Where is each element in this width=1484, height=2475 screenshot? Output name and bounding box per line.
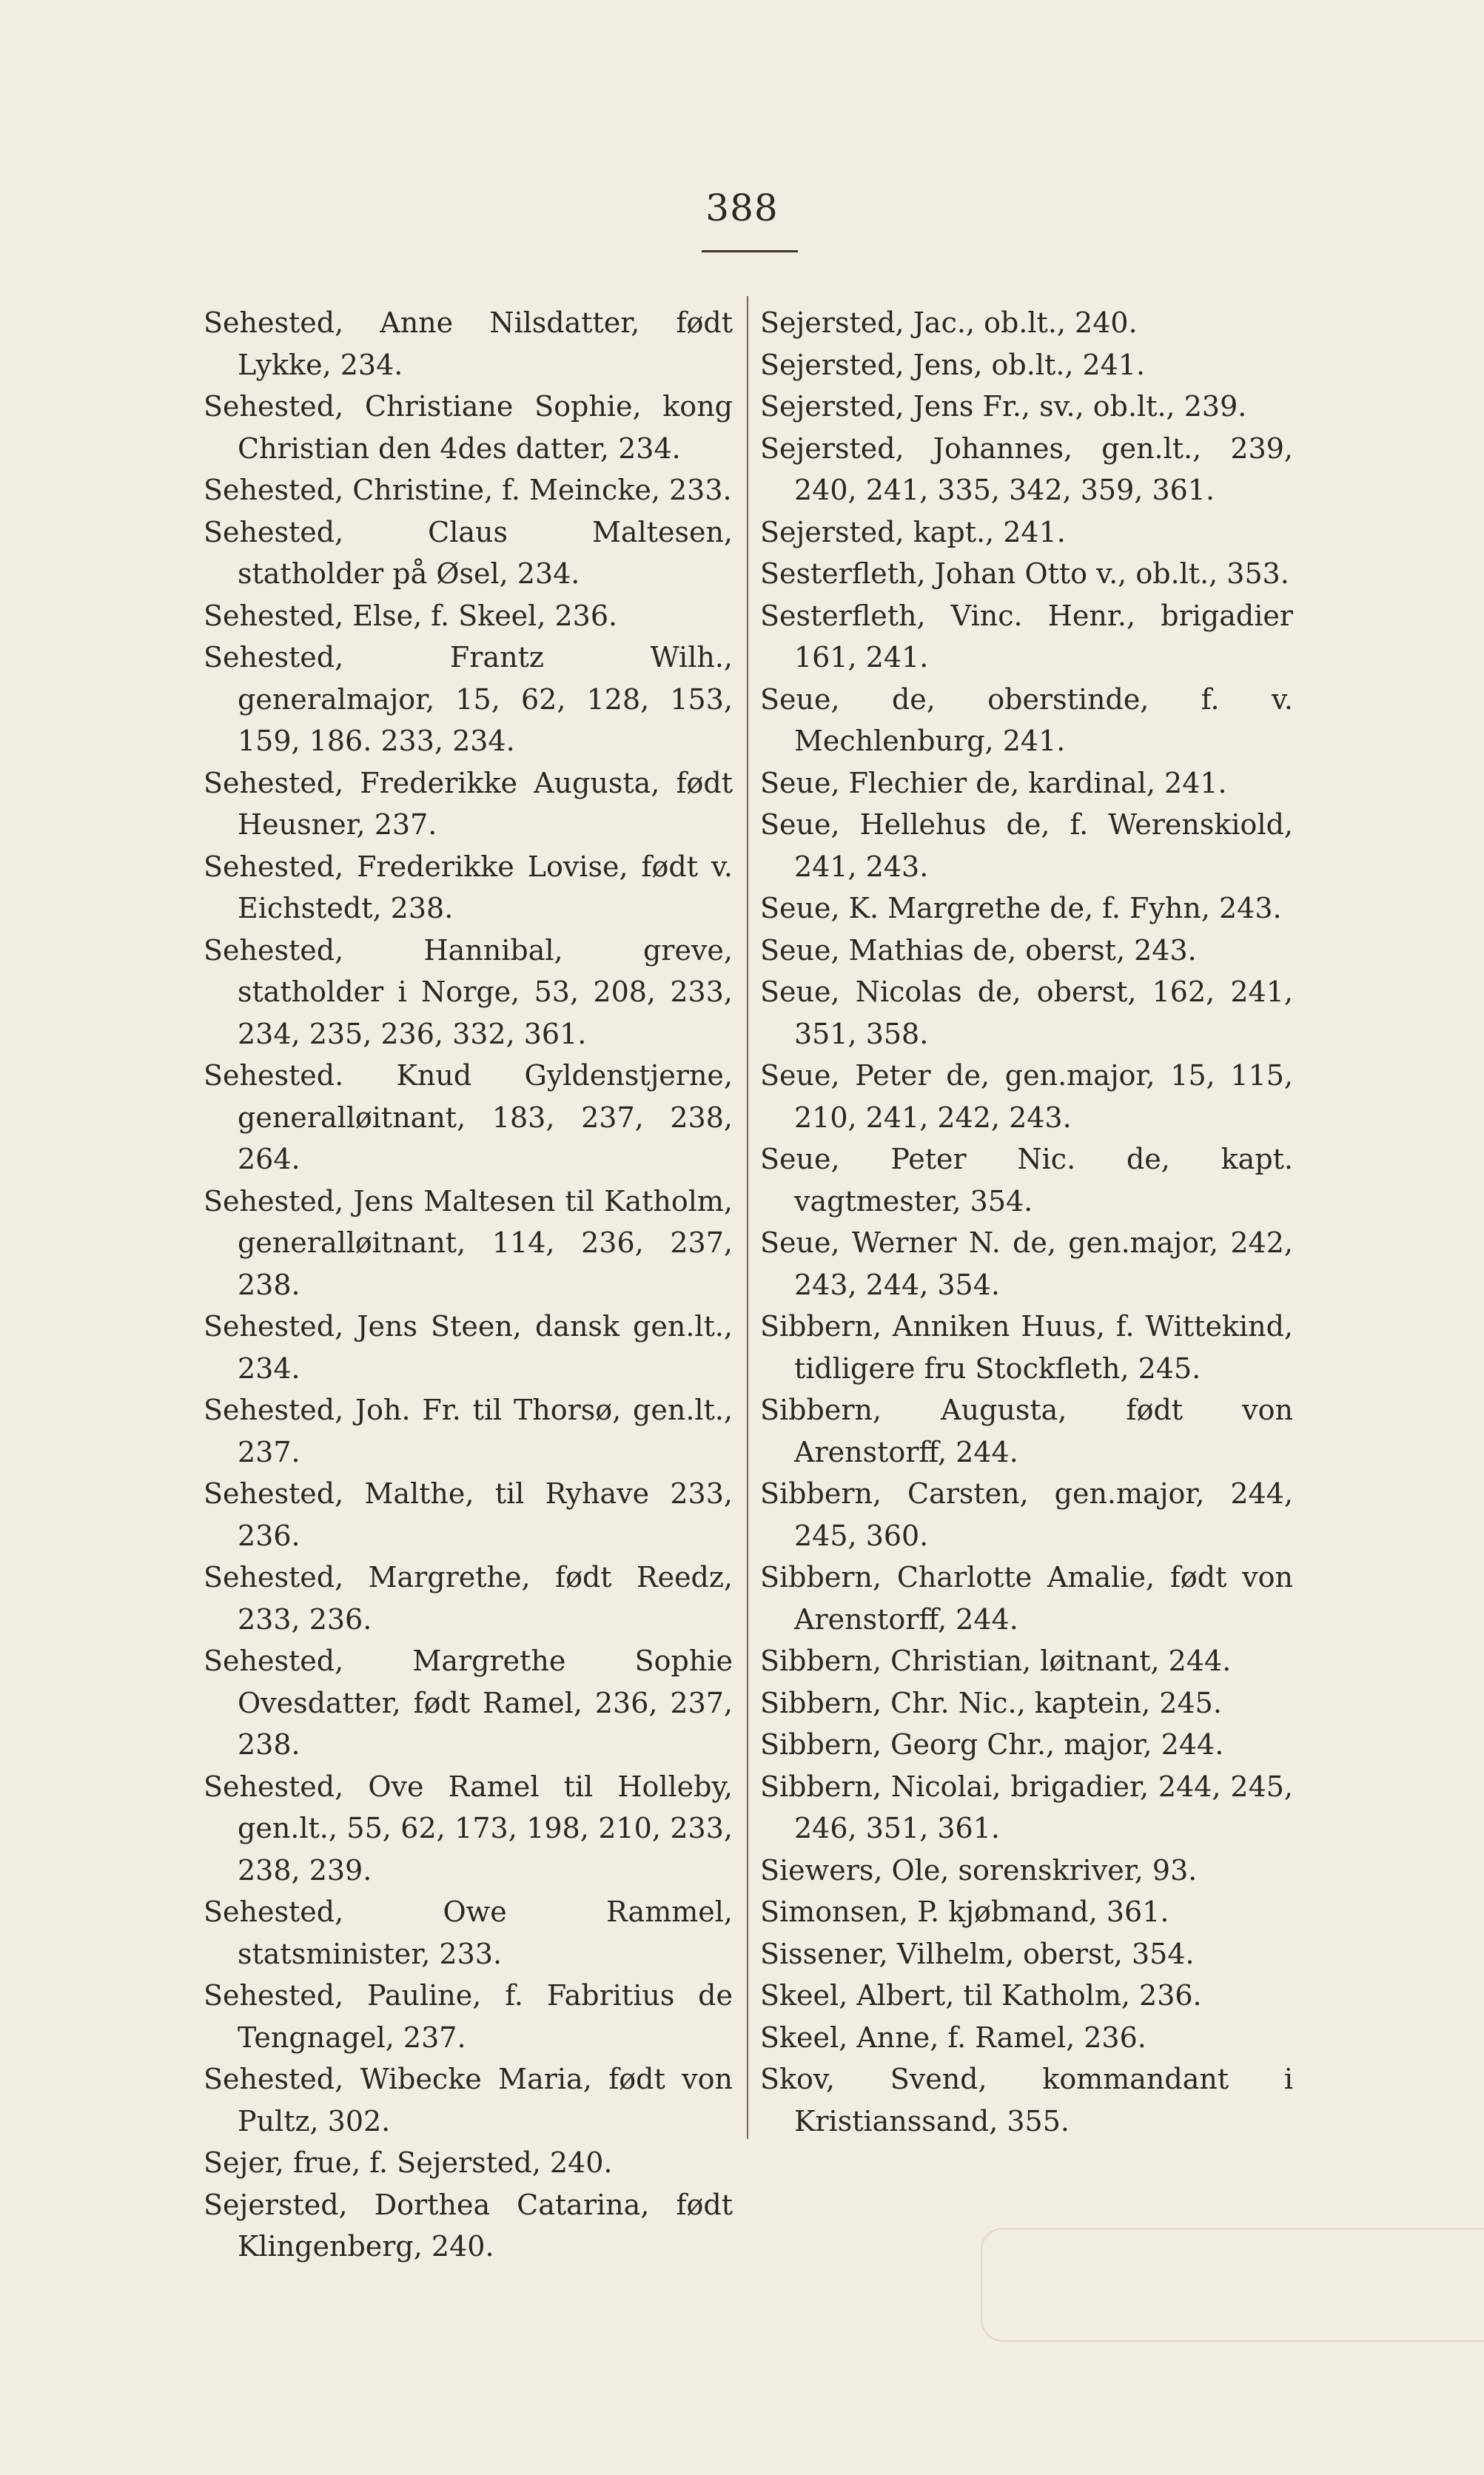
- right-column: [760, 302, 1293, 2142]
- index-entry: Sehested, Frederikke Lovise, født v. Eichstedt, 238.: [204, 850, 733, 924]
- index-entry: Sesterfleth, Vinc. Henr., brigadier 161, 241.: [760, 599, 1293, 674]
- index-entry: Siewers, Ole, sorenskriver, 93.: [760, 1853, 1198, 1887]
- index-entry: Sehested, Claus Maltesen, statholder på Øsel, 234.: [204, 515, 733, 590]
- index-entry: Sibbern, Chr. Nic., kaptein, 245.: [760, 1686, 1222, 1719]
- index-entry: Skeel, Anne, f. Ramel, 236.: [760, 2021, 1146, 2054]
- index-entry: Sejersted, kapt., 241.: [760, 515, 1066, 548]
- index-entry: Seue, K. Margrethe de, f. Fyhn, 243.: [760, 892, 1282, 924]
- column-divider: [747, 296, 748, 2139]
- index-entry: Sehested, Malthe, til Ryhave 233, 236.: [204, 1477, 733, 1552]
- index-entry: Sehested, Else, f. Skeel, 236.: [204, 599, 618, 632]
- index-entry: Sehested, Margrethe, født Reedz, 233, 236.: [204, 1561, 733, 1636]
- index-entry: Seue, Peter de, gen.major, 15, 115, 210, 241, 242, 243.: [760, 1059, 1293, 1134]
- index-entry: Sehested, Anne Nilsdatter, født Lykke, 234.: [204, 306, 733, 381]
- page-number: 388: [705, 187, 779, 229]
- index-entry: Sehested. Knud Gyldenstjerne, generalløitnant, 183, 237, 238, 264.: [204, 1059, 733, 1175]
- index-entry: Skeel, Albert, til Katholm, 236.: [760, 1979, 1202, 2012]
- index-entry: Sehested, Pauline, f. Fabritius de Tengnagel, 237.: [204, 1979, 733, 2054]
- index-entry: Seue, Flechier de, kardinal, 241.: [760, 766, 1227, 799]
- index-entry: Seue, Hellehus de, f. Werenskiold, 241, 243.: [760, 808, 1293, 883]
- index-entry: Sehested, Jens Steen, dansk gen.lt., 234.: [204, 1310, 733, 1385]
- index-entry: Seue, Peter Nic. de, kapt. vagtmester, 354.: [760, 1143, 1293, 1218]
- left-column: [204, 302, 733, 2268]
- index-entry: Sehested, Christine, f. Meincke, 233.: [204, 474, 732, 506]
- index-entry: Sehested, Jens Maltesen til Katholm, generalløitnant, 114, 236, 237, 238.: [204, 1184, 733, 1301]
- index-entry: Sehested, Joh. Fr. til Thorsø, gen.lt., 237.: [204, 1394, 733, 1468]
- index-entry: Sehested, Margrethe Sophie Ovesdatter, født Ramel, 236, 237, 238.: [204, 1645, 733, 1761]
- index-entry: Sehested, Wibecke Maria, født von Pultz, 302.: [204, 2063, 733, 2138]
- index-entry: Sehested, Ove Ramel til Holleby, gen.lt., 55, 62, 173, 198, 210, 233, 238, 239.: [204, 1770, 733, 1887]
- index-entry: Sehested, Frederikke Augusta, født Heusner, 237.: [204, 766, 733, 841]
- index-entry: Skov, Svend, kommandant i Kristianssand, 355.: [760, 2063, 1293, 2138]
- index-entry: Sibbern, Anniken Huus, f. Wittekind, tidligere fru Stockfleth, 245.: [760, 1310, 1293, 1385]
- index-entry: Sibbern, Carsten, gen.major, 244, 245, 360.: [760, 1477, 1293, 1552]
- index-entry: Sibbern, Augusta, født von Arenstorff, 244.: [760, 1394, 1293, 1468]
- index-entry: Sejersted, Jac., ob.lt., 240.: [760, 306, 1138, 339]
- index-entry: Sehested, Owe Rammel, statsminister, 233.: [204, 1895, 733, 1970]
- index-entry: Sejersted, Johannes, gen.lt., 239, 240, 241, 335, 342, 359, 361.: [760, 431, 1293, 506]
- index-entry: Simonsen, P. kjøbmand, 361.: [760, 1895, 1169, 1928]
- index-entry: Sesterfleth, Johan Otto v., ob.lt., 353.: [760, 557, 1289, 590]
- index-entry: Sissener, Vilhelm, oberst, 354.: [760, 1937, 1195, 1970]
- index-entry: Sejersted, Dorthea Catarina, født Klingenberg, 240.: [204, 2188, 733, 2263]
- index-entry: Sibbern, Georg Chr., major, 244.: [760, 1728, 1224, 1761]
- index-entry: Seue, Werner N. de, gen.major, 242, 243, 244, 354.: [760, 1226, 1293, 1301]
- index-entry: Sibbern, Christian, løitnant, 244.: [760, 1645, 1232, 1677]
- index-entry: Seue, de, oberstinde, f. v. Mechlenburg, 241.: [760, 682, 1293, 757]
- index-entry: Sehested, Frantz Wilh., generalmajor, 15, 62, 128, 153, 159, 186. 233, 234.: [204, 641, 733, 757]
- index-entry: Sibbern, Nicolai, brigadier, 244, 245, 246, 351, 361.: [760, 1770, 1293, 1844]
- index-entry: Sejersted, Jens, ob.lt., 241.: [760, 348, 1146, 381]
- index-entry: Seue, Mathias de, oberst, 243.: [760, 933, 1197, 967]
- index-entry: Sejer, frue, f. Sejersted, 240.: [204, 2146, 613, 2179]
- page-emboss-mark: [981, 2228, 1484, 2342]
- index-entry: Seue, Nicolas de, oberst, 162, 241, 351, 358.: [760, 975, 1293, 1050]
- index-entry: Sibbern, Charlotte Amalie, født von Arenstorff, 244.: [760, 1561, 1293, 1636]
- index-entry: Sehested, Christiane Sophie, kong Christian den 4des datter, 234.: [204, 390, 733, 465]
- index-entry: Sehested, Hannibal, greve, statholder i Norge, 53, 208, 233, 234, 235, 236, 332, 361.: [204, 933, 733, 1050]
- page-number-rule: [702, 250, 798, 252]
- index-entry: Sejersted, Jens Fr., sv., ob.lt., 239.: [760, 390, 1247, 423]
